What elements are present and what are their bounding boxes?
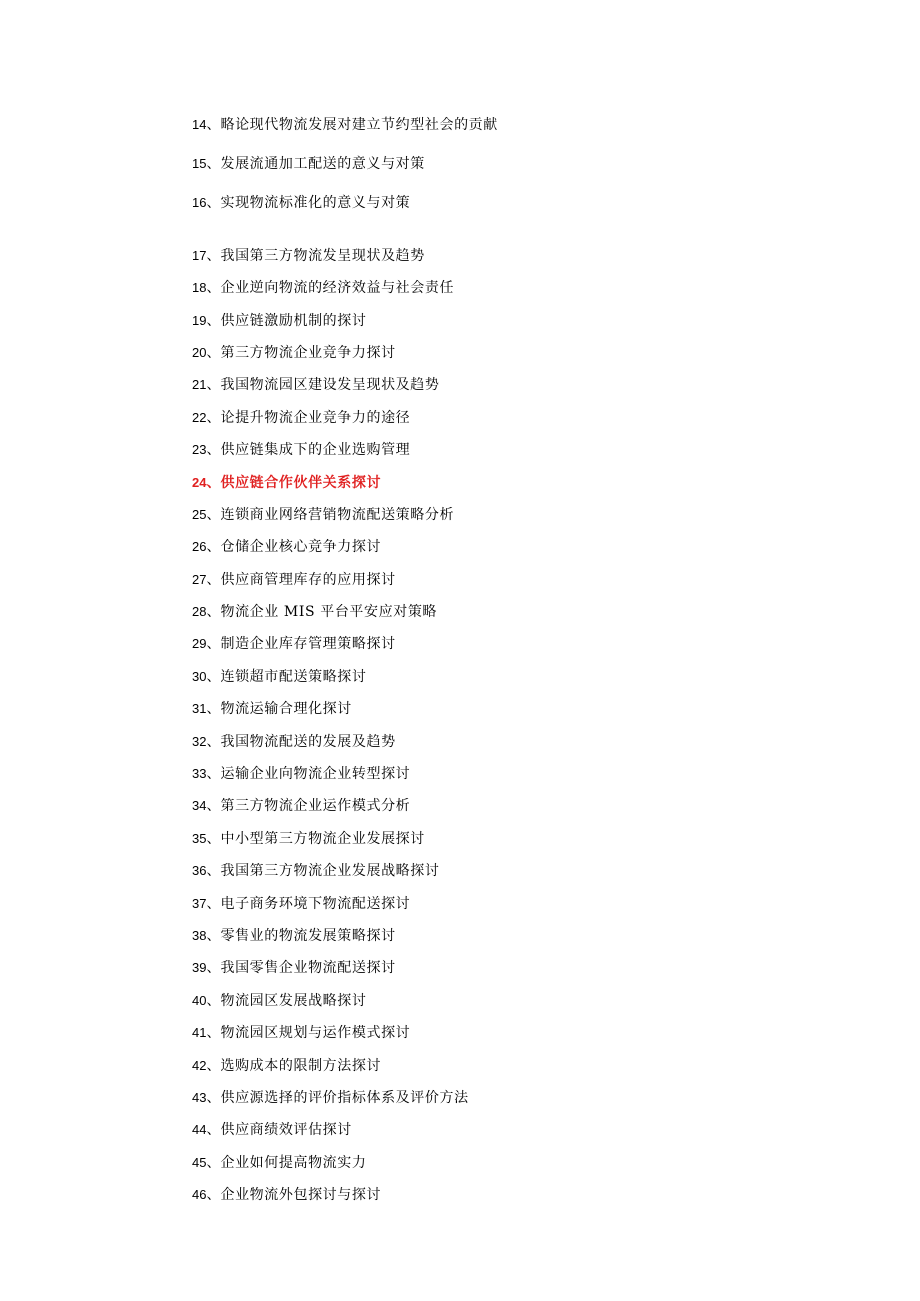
list-item [192, 697, 352, 721]
item-number: 26 [192, 539, 207, 554]
item-number: 46 [192, 1187, 207, 1202]
list-item [192, 406, 410, 430]
item-number: 39 [192, 960, 207, 975]
item-number: 19 [192, 313, 207, 328]
item-number: 25 [192, 507, 207, 522]
list-item [192, 1151, 366, 1175]
list-item [192, 665, 366, 689]
item-number: 28 [192, 604, 207, 619]
item-separator: 、 [206, 377, 221, 393]
item-separator: 、 [206, 1058, 221, 1074]
item-text: 物流企业 MIS 平台平安应对策略 [220, 604, 438, 620]
list-item [192, 341, 396, 365]
item-separator: 、 [206, 507, 221, 523]
item-separator: 、 [206, 156, 221, 172]
item-separator: 、 [206, 442, 221, 458]
list-item [192, 152, 425, 176]
item-text: 仓储企业核心竞争力探讨 [220, 539, 382, 555]
item-separator: 、 [206, 572, 221, 588]
item-text: 我国第三方物流企业发展战略探讨 [220, 863, 440, 879]
item-number: 20 [192, 345, 207, 360]
highlighted-list-item [192, 471, 381, 495]
item-number: 33 [192, 766, 207, 781]
item-separator: 、 [206, 993, 221, 1009]
item-number: 41 [192, 1025, 207, 1040]
item-text: 运输企业向物流企业转型探讨 [220, 766, 411, 782]
item-separator: 、 [206, 1122, 221, 1138]
item-number: 14 [192, 117, 207, 132]
item-text: 物流运输合理化探讨 [220, 701, 352, 717]
item-number: 16 [192, 195, 207, 210]
item-separator: 、 [206, 960, 221, 976]
list-item [192, 730, 396, 754]
item-separator: 、 [206, 766, 221, 782]
item-text: 连锁商业网络营销物流配送策略分析 [220, 507, 455, 523]
item-number: 38 [192, 928, 207, 943]
item-separator: 、 [206, 896, 221, 912]
item-separator: 、 [206, 1187, 221, 1203]
item-text: 供应链集成下的企业选购管理 [220, 442, 411, 458]
item-number: 23 [192, 442, 207, 457]
item-number: 44 [192, 1122, 207, 1137]
item-number: 34 [192, 798, 207, 813]
item-text: 物流园区规划与运作模式探讨 [220, 1025, 411, 1041]
list-item [192, 568, 396, 592]
item-separator: 、 [206, 280, 221, 296]
item-text: 企业物流外包探讨与探讨 [220, 1187, 382, 1203]
item-text: 电子商务环境下物流配送探讨 [220, 896, 411, 912]
item-number: 17 [192, 248, 207, 263]
item-separator: 、 [206, 475, 221, 491]
list-item [192, 600, 437, 624]
item-separator: 、 [206, 345, 221, 361]
item-number: 29 [192, 636, 207, 651]
item-number: 36 [192, 863, 207, 878]
item-text: 物流园区发展战略探讨 [220, 993, 367, 1009]
item-separator: 、 [206, 734, 221, 750]
list-item [192, 956, 396, 980]
item-text: 我国零售企业物流配送探讨 [220, 960, 396, 976]
item-text: 论提升物流企业竞争力的途径 [220, 410, 411, 426]
list-item [192, 892, 410, 916]
item-separator: 、 [206, 539, 221, 555]
item-text: 供应链激励机制的探讨 [220, 313, 367, 329]
list-item [192, 1054, 381, 1078]
item-text: 企业逆向物流的经济效益与社会责任 [220, 280, 455, 296]
item-number: 32 [192, 734, 207, 749]
list-item [192, 794, 410, 818]
item-separator: 、 [206, 1025, 221, 1041]
item-number: 45 [192, 1155, 207, 1170]
item-text: 连锁超市配送策略探讨 [220, 669, 367, 685]
item-text: 我国物流园区建设发呈现状及趋势 [220, 377, 440, 393]
item-separator: 、 [206, 313, 221, 329]
item-text: 制造企业库存管理策略探讨 [220, 636, 396, 652]
list-item [192, 989, 366, 1013]
item-text: 中小型第三方物流企业发展探讨 [220, 831, 425, 847]
list-item [192, 1118, 352, 1142]
item-text: 我国物流配送的发展及趋势 [220, 734, 396, 750]
item-separator: 、 [206, 636, 221, 652]
list-item [192, 1021, 410, 1045]
list-item [192, 244, 425, 268]
item-text: 供应商绩效评估探讨 [220, 1122, 352, 1138]
list-item [192, 1086, 469, 1110]
list-item [192, 827, 425, 851]
list-item [192, 924, 396, 948]
list-item [192, 276, 454, 300]
item-text: 企业如何提高物流实力 [220, 1155, 367, 1171]
list-item [192, 535, 381, 559]
item-number: 15 [192, 156, 207, 171]
item-separator: 、 [206, 410, 221, 426]
item-separator: 、 [206, 928, 221, 944]
item-separator: 、 [206, 248, 221, 264]
item-text: 发展流通加工配送的意义与对策 [220, 156, 425, 172]
list-item [192, 632, 396, 656]
item-number: 35 [192, 831, 207, 846]
item-number: 24 [192, 475, 207, 490]
item-separator: 、 [206, 1090, 221, 1106]
item-text: 供应商管理库存的应用探讨 [220, 572, 396, 588]
item-text: 零售业的物流发展策略探讨 [220, 928, 396, 944]
item-number: 21 [192, 377, 207, 392]
item-number: 22 [192, 410, 207, 425]
item-separator: 、 [206, 831, 221, 847]
item-text: 我国第三方物流发呈现状及趋势 [220, 248, 425, 264]
list-item [192, 309, 366, 333]
list-item [192, 859, 439, 883]
item-text: 供应链合作伙伴关系探讨 [220, 475, 382, 491]
item-number: 30 [192, 669, 207, 684]
list-item [192, 503, 454, 527]
item-text: 第三方物流企业运作模式分析 [220, 798, 411, 814]
item-number: 40 [192, 993, 207, 1008]
item-separator: 、 [206, 798, 221, 814]
item-number: 27 [192, 572, 207, 587]
list-item [192, 113, 498, 137]
list-item [192, 1183, 381, 1207]
item-separator: 、 [206, 1155, 221, 1171]
list-item [192, 191, 410, 215]
item-separator: 、 [206, 863, 221, 879]
item-number: 18 [192, 280, 207, 295]
item-text: 实现物流标准化的意义与对策 [220, 195, 411, 211]
item-number: 43 [192, 1090, 207, 1105]
item-separator: 、 [206, 117, 221, 133]
item-number: 31 [192, 701, 207, 716]
item-separator: 、 [206, 604, 221, 620]
item-text: 第三方物流企业竞争力探讨 [220, 345, 396, 361]
item-text: 选购成本的限制方法探讨 [220, 1058, 382, 1074]
item-separator: 、 [206, 701, 221, 717]
item-number: 42 [192, 1058, 207, 1073]
list-item [192, 762, 410, 786]
list-item [192, 373, 439, 397]
list-item [192, 438, 410, 462]
item-separator: 、 [206, 669, 221, 685]
item-separator: 、 [206, 195, 221, 211]
item-number: 37 [192, 896, 207, 911]
item-text: 供应源选择的评价指标体系及评价方法 [220, 1090, 469, 1106]
item-text: 略论现代物流发展对建立节约型社会的贡献 [220, 117, 498, 133]
